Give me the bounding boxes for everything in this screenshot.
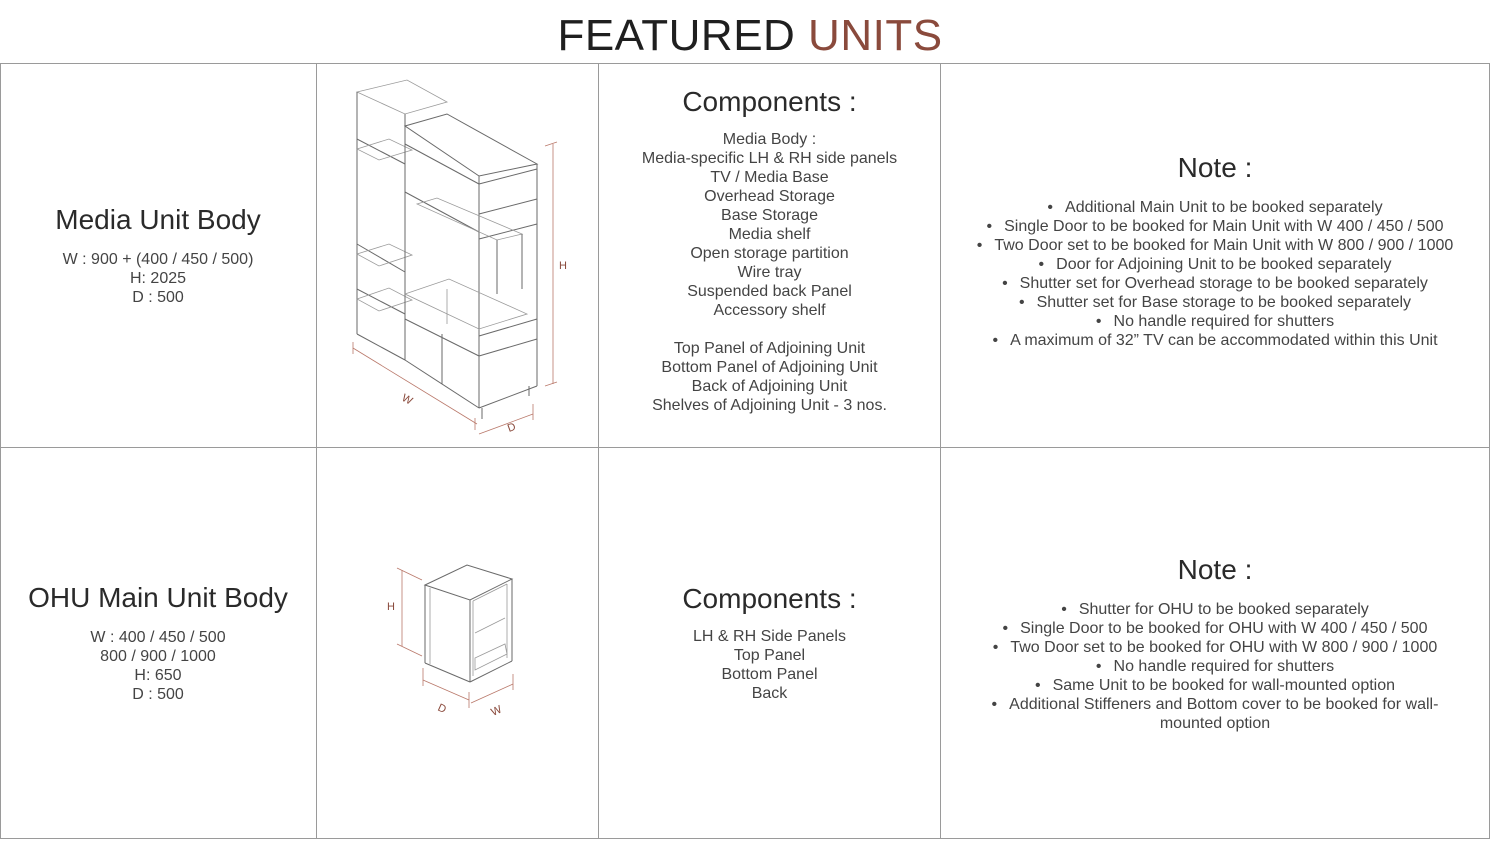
- unit-name-cell-media: [0, 64, 316, 447]
- component-item: Media Body :: [722, 131, 817, 148]
- note-title: Note :: [1177, 152, 1253, 183]
- width-dimension-label: W: [489, 703, 504, 719]
- notes-cell-media: [941, 64, 1489, 447]
- note-item: • Shutter set for Base storage to be booked separately: [977, 293, 1454, 312]
- note-list: [977, 198, 1454, 350]
- depth-dimension-label: D: [505, 420, 518, 435]
- unit-spec: W : 900 + (400 / 450 / 500): [62, 251, 254, 268]
- height-dimension-label: H: [559, 260, 567, 272]
- notes-cell-ohu: [941, 448, 1489, 838]
- components-title: Components :: [682, 86, 857, 117]
- ohu-diagram-cell: [317, 448, 598, 838]
- note-item: • Additional Stiffeners and Bottom cover to be booked for wall-mounted option: [961, 695, 1469, 733]
- note-item: • Door for Adjoining Unit to be booked separately: [977, 255, 1454, 274]
- unit-name: OHU Main Unit Body: [28, 582, 288, 613]
- component-item: Suspended back Panel: [687, 283, 852, 300]
- component-item: Back of Adjoining Unit: [691, 378, 848, 395]
- note-item: • No handle required for shutters: [961, 657, 1469, 676]
- note-title: Note :: [1177, 553, 1253, 585]
- component-item: TV / Media Base: [710, 169, 829, 186]
- component-item: Top Panel of Adjoining Unit: [673, 340, 866, 357]
- unit-name: Media Unit Body: [55, 204, 261, 235]
- components-cell-media: [599, 64, 940, 447]
- note-item: • Single Door to be booked for OHU with W 400 / 450 / 500: [961, 619, 1469, 638]
- component-item: Media-specific LH & RH side panels: [641, 150, 898, 167]
- title-featured: FEATURED: [557, 11, 796, 60]
- note-list: [941, 600, 1489, 733]
- title-units: UNITS: [808, 11, 943, 60]
- component-item: LH & RH Side Panels: [693, 628, 846, 645]
- unit-name-cell-ohu: [0, 448, 316, 838]
- components-cell-ohu: [599, 448, 940, 838]
- unit-spec: D : 500: [132, 686, 184, 703]
- note-item: • Same Unit to be booked for wall-mounted option: [961, 676, 1469, 695]
- depth-dimension-label: D: [435, 701, 448, 716]
- component-item: Back: [751, 685, 788, 702]
- note-item: • Two Door set to be booked for OHU with W 800 / 900 / 1000: [961, 638, 1469, 657]
- component-item: Bottom Panel of Adjoining Unit: [661, 359, 878, 376]
- note-item: • Shutter for OHU to be booked separately: [961, 600, 1469, 619]
- unit-spec: W : 400 / 450 / 500: [90, 629, 226, 646]
- note-item: • Two Door set to be booked for Main Unit with W 800 / 900 / 1000: [977, 236, 1454, 255]
- unit-spec: H: 650: [134, 667, 182, 684]
- component-item: Base Storage: [721, 207, 818, 224]
- grid-divider: [1489, 64, 1490, 838]
- component-item: Wire tray: [737, 264, 802, 281]
- unit-spec: 800 / 900 / 1000: [100, 648, 216, 665]
- note-item: • A maximum of 32” TV can be accommodated within this Unit: [977, 331, 1454, 350]
- note-item: • Shutter set for Overhead storage to be booked separately: [977, 274, 1454, 293]
- component-item: Media shelf: [728, 226, 811, 243]
- note-item: • Single Door to be booked for Main Unit with W 400 / 450 / 500: [977, 217, 1454, 236]
- component-item: Overhead Storage: [704, 188, 835, 205]
- width-dimension-label: W: [399, 392, 415, 408]
- height-dimension-label: H: [387, 601, 395, 613]
- page-title: [0, 10, 1500, 62]
- components-title: Components :: [682, 583, 857, 614]
- media-unit-diagram-cell: [317, 64, 598, 447]
- media-unit-diagram: [317, 64, 598, 447]
- component-item: Bottom Panel: [721, 666, 818, 683]
- component-item: Shelves of Adjoining Unit - 3 nos.: [652, 397, 887, 414]
- note-item: • No handle required for shutters: [977, 312, 1454, 331]
- component-item: Accessory shelf: [713, 302, 826, 319]
- note-item: • Additional Main Unit to be booked separately: [977, 198, 1454, 217]
- component-item: Top Panel: [733, 647, 806, 664]
- featured-units-table: [0, 63, 1490, 839]
- unit-spec: H: 2025: [129, 270, 187, 287]
- unit-spec: D : 500: [132, 289, 184, 306]
- component-item: Open storage partition: [690, 245, 849, 262]
- ohu-unit-diagram: [317, 448, 598, 838]
